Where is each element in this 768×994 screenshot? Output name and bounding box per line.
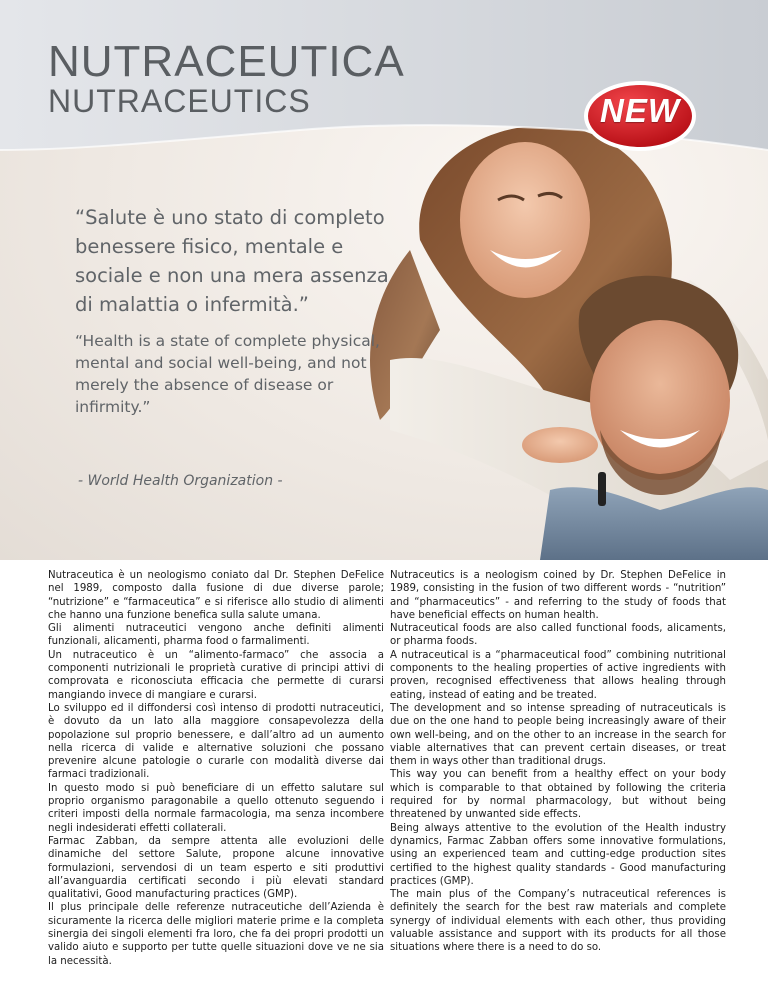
quote-attribution: - World Health Organization - (78, 473, 283, 489)
new-badge: NEW (600, 92, 680, 129)
quote-italian: “Salute è uno stato di completo benessere fisico, mentale e sociale e non una mera assenza di malattia o infermità.” (75, 206, 389, 316)
paragraph: Lo sviluppo ed il diffondersi così intenso di prodotti nutraceutici, è dovuto da un lato alla maggiore consapevolezza della popolazione sul proprio benessere, e dall’altro ad un aumento nella ricerca di valide e alternative soluzioni che possano prevenire alcune patologie o curarle con modalità diverse dai farmaci tradizionali. (48, 702, 384, 781)
page-title: NUTRACEUTICA (48, 37, 405, 86)
paragraph: Gli alimenti nutraceutici vengono anche definiti alimenti funzionali, alicamenti, pharma food o farmalimenti. (48, 623, 384, 648)
body-column-italian (48, 569, 384, 968)
paragraph: Nutraceutical foods are also called functional foods, alicaments, or pharma foods. (390, 623, 726, 648)
paragraph: The development and so intense spreading of nutraceuticals is due on the one hand to people being increasingly aware of their own well-being, and on the other to an increase in the search for viable alternatives that can prevent certain diseases, or treat them in ways other than traditional drugs. (390, 702, 726, 768)
paragraph: Being always attentive to the evolution of the Health industry dynamics, Farmac Zabban offers some innovative formulations, using an experienced team and cutting-edge production sites certified to the highest quality standards - Good manufacturing practices (GMP). (390, 822, 726, 887)
paragraph: This way you can benefit from a healthy effect on your body which is comparable to that obtained by following the criteria required for by normal pharmacology, but without being threatened by unwanted side effects. (390, 769, 726, 821)
paragraph: A nutraceutical is a “pharmaceutical food” combining nutritional components to the healing properties of active ingredients with proven, recognised effectiveness that allows healing through eating, instead of eating and be treated. (390, 649, 726, 701)
paragraph: Nutraceutics is a neologism coined by Dr. Stephen DeFelice in 1989, consisting in the fusion of two different words - “nutrition” and “pharmaceutics” - and referring to the study of foods that have beneficial effects on human health. (390, 570, 726, 621)
paragraph: Nutraceutica è un neologismo coniato dal Dr. Stephen DeFelice nel 1989, composto dalla fusione di due diverse parole; “nutrizione” e “farmaceutica” e si riferisce allo studio di alimenti che hanno una funzione benefica sulla salute umana. (48, 570, 384, 621)
paragraph: The main plus of the Company’s nutraceutical references is definitely the search for the best raw materials and complete synergy of individual elements with each other, thus providing valuable assistance and support with its products for all those situations where there is a need to do so. (390, 889, 726, 954)
paragraph: Un nutraceutico è un “alimento-farmaco” che associa a componenti nutrizionali le proprietà curative di principi attivi di comprovata e riconosciuta efficacia che permette di curarsi mangiando invece di mangiare e curarsi. (48, 649, 384, 701)
page-subtitle: NUTRACEUTICS (48, 83, 311, 119)
paragraph: Farmac Zabban, da sempre attenta alle evoluzioni delle dinamiche del settore Salute, propone alcune innovative formulazioni, servendosi di un team esperto e siti produttivi all’avanguardia certificati secondo i più elevati standard qualitativi, Good manufacturing practices (GMP). (48, 835, 384, 901)
couple-photo (350, 100, 768, 560)
paragraph: Il plus principale delle referenze nutraceutiche dell’Azienda è sicuramente la ricerca delle migliori materie prime e la completa sinergia dei singoli elementi fra loro, che fa dei propri prodotti un valido aiuto e supporto per tutte quelle situazioni dove ve ne sia la necessità. (48, 902, 384, 967)
quote-english: “Health is a state of complete physical, mental and social well-being, and not merely the absence of disease or infirmity.” (75, 332, 380, 416)
body-column-english (390, 569, 726, 955)
paragraph: In questo modo si può beneficiare di un effetto salutare sul proprio organismo paragonabile a quello ottenuto seguendo i criteri imposti della normale farmacologia, ma senza incombere negli indesiderati effetti collaterali. (48, 782, 384, 834)
